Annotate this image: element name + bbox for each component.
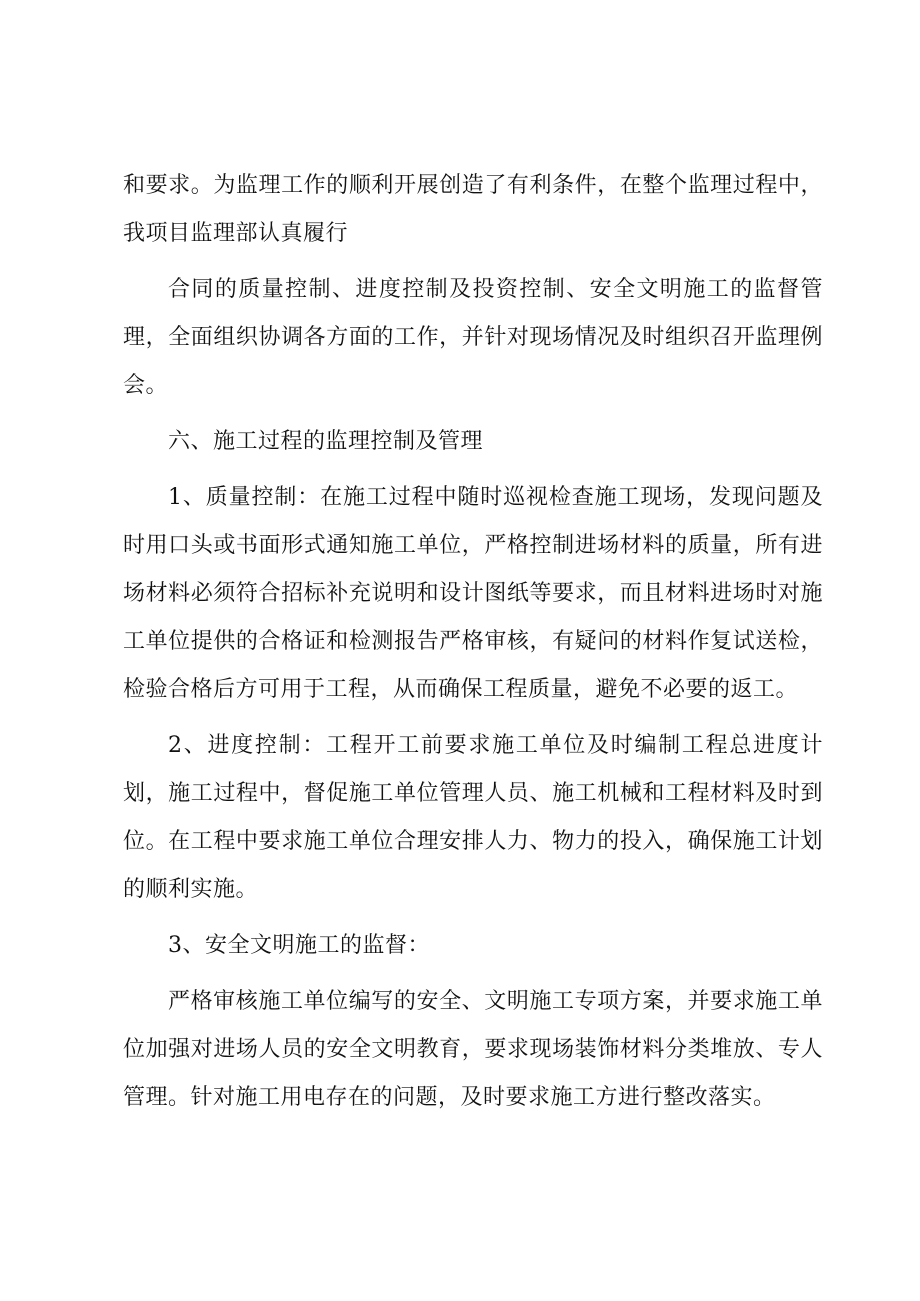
paragraph-contract-control: 合同的质量控制、进度控制及投资控制、安全文明施工的监督管理，全面组织协调各方面的工作，并针对现场情况及时组织召开监理例会。 (123, 277, 823, 398)
subheading-safety-supervision: 3、安全文明施工的监督： (168, 933, 430, 958)
paragraph-schedule-control: 2、进度控制：工程开工前要求施工单位及时编制工程总进度计划，施工过程中，督促施工单位管理人员、施工机械和工程材料及时到位。在工程中要求施工单位合理安排人力、物力的投入，确保施工计划的顺利实施。 (123, 733, 823, 902)
paragraph-safety-review: 严格审核施工单位编写的安全、文明施工专项方案，并要求施工单位加强对进场人员的安全文明教育，要求现场装饰材料分类堆放、专人管理。针对施工用电存在的问题，及时要求施工方进行整改落实。 (123, 989, 823, 1110)
paragraph-continuation: 和要求。为监理工作的顺利开展创造了有利条件，在整个监理过程中，我项目监理部认真履行 (123, 173, 823, 246)
section-heading-six: 六、施工过程的监理控制及管理 (168, 429, 484, 454)
document-body (123, 162, 823, 1130)
paragraph-quality-control: 1、质量控制：在施工过程中随时巡视检查施工现场，发现问题及时用口头或书面形式通知施工单位，严格控制进场材料的质量，所有进场材料必须符合招标补充说明和设计图纸等要求，而且材料进场时对施工单位提供的合格证和检测报告严格审核，有疑问的材料作复试送检，检验合格后方可用于工程，从而确保工程质量，避免不必要的返工。 (123, 485, 823, 702)
